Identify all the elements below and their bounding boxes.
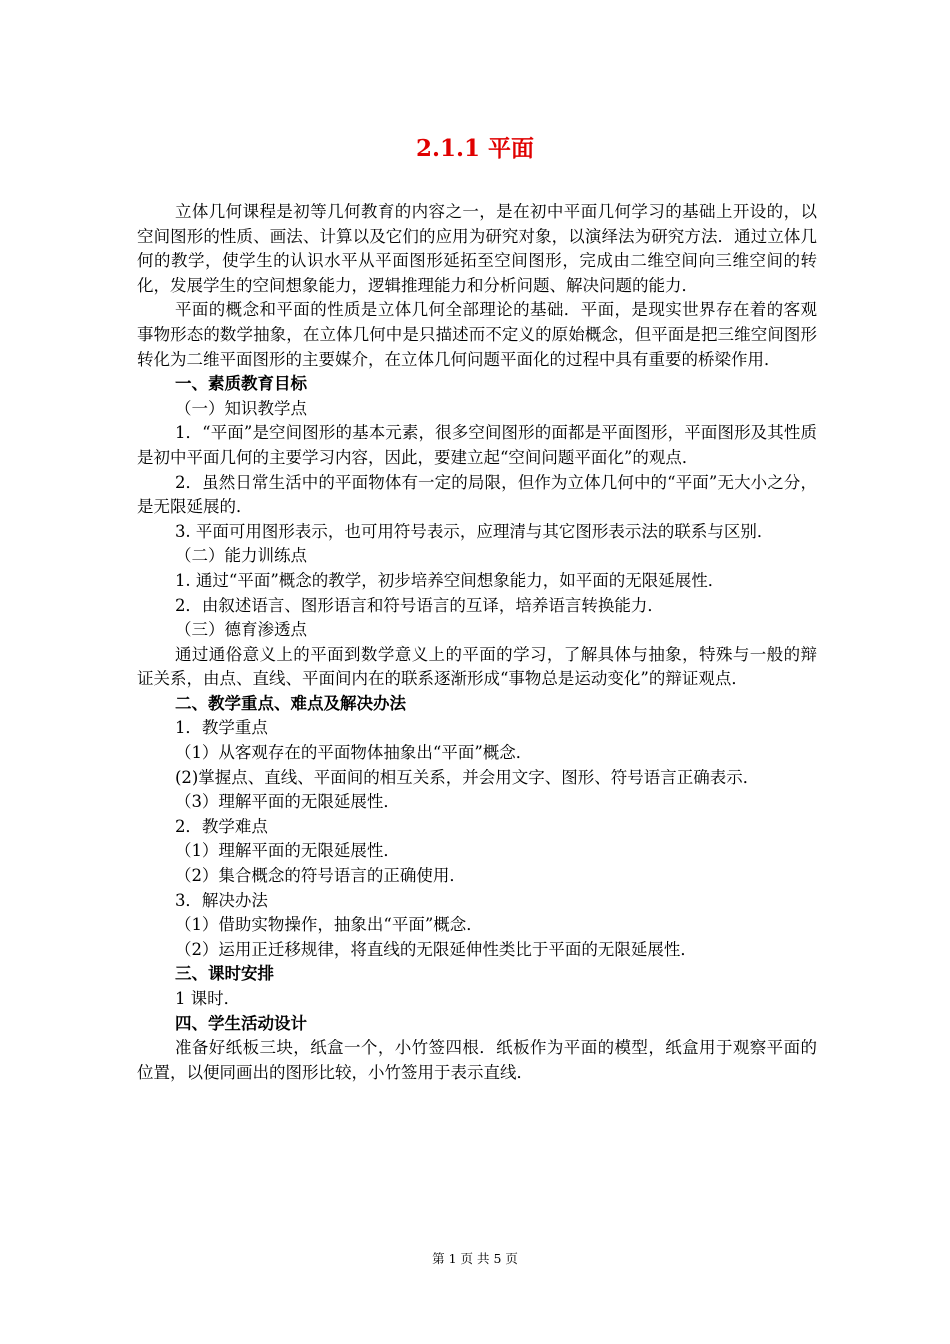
list-item: （1）理解平面的无限延展性．	[174, 841, 400, 861]
list-item: （2）集合概念的符号语言的正确使用．	[174, 866, 466, 886]
concept-paragraph: 平面的概念和平面的性质是立体几何全部理论的基础．平面，是现实世界存在着的客观事物形态的数学抽象，在立体几何中是只描述而不定义的原始概念，但平面是把三维空间图形转化为二维平面图形的主要媒介，在立体几何问题平面化的过程中具有重要的桥梁作用．	[137, 300, 817, 369]
subsection-heading: （三）德育渗透点	[174, 620, 307, 640]
section-heading: 三、课时安排	[174, 964, 274, 984]
list-item: 1. 通过“平面”概念的教学，初步培养空间想象能力，如平面的无限延展性．	[174, 570, 725, 590]
section-heading: 一、素质教育目标	[174, 374, 307, 394]
list-item: (2)掌握点、直线、平面间的相互关系，并会用文字、图形、符号语言正确表示．	[174, 767, 760, 787]
list-item: 2．由叙述语言、图形语言和符号语言的互译，培养语言转换能力．	[174, 595, 664, 615]
list-item: 2．虽然日常生活中的平面物体有一定的局限，但作为立体几何中的“平面”无大小之分，是无限延展的．	[137, 472, 817, 517]
list-item: 1．“平面”是空间图形的基本元素，很多空间图形的面都是平面图形，平面图形及其性质是初中平面几何的主要学习内容，因此，要建立起“空间问题平面化”的观点．	[137, 423, 817, 467]
section-heading: 二、教学重点、难点及解决办法	[174, 693, 406, 713]
list-item: （3）理解平面的无限延展性．	[174, 792, 400, 812]
body-paragraph: 准备好纸板三块，纸盒一个，小竹签四根．纸板作为平面的模型，纸盒用于观察平面的位置，以便同画出的图形比较，小竹签用于表示直线．	[137, 1038, 817, 1082]
list-item: 3. 平面可用图形表示，也可用符号表示，应理清与其它图形表示法的联系与区别．	[174, 521, 774, 541]
subsection-heading: （一）知识教学点	[174, 398, 307, 418]
body-paragraph: 1 课时．	[174, 989, 241, 1008]
document-body	[137, 200, 817, 1085]
list-item: （1）从客观存在的平面物体抽象出“平面”概念．	[174, 743, 533, 763]
body-paragraph: 通过通俗意义上的平面到数学意义上的平面的学习，了解具体与抽象，特殊与一般的辩证关系，由点、直线、平面间内在的联系逐渐形成“事物总是运动变化”的辩证观点．	[137, 644, 817, 689]
subsection-heading: （二）能力训练点	[174, 546, 307, 566]
intro-paragraph: 立体几何课程是初等几何教育的内容之一，是在初中平面几何学习的基础上开设的，以空间图形的性质、画法、计算以及它们的应用为研究对象，以演绎法为研究方法．通过立体几何的教学，使学生的认识水平从平面图形延拓至空间图形，完成由二维空间向三维空间的转化，发展学生的空间想象能力，逻辑推理能力和分析问题、解决问题的能力．	[137, 202, 817, 295]
document-title: 2.1.1 平面	[415, 135, 535, 162]
list-item: （1）借助实物操作，抽象出“平面”概念．	[174, 915, 483, 935]
list-item: 3．解决办法	[174, 890, 268, 910]
list-item: 2．教学难点	[174, 816, 268, 836]
list-item: 1．教学重点	[174, 718, 268, 738]
page-footer: 第 1 页 共 5 页	[432, 1251, 518, 1266]
list-item: （2）运用正迁移规律，将直线的无限延伸性类比于平面的无限延展性．	[174, 939, 697, 959]
section-heading: 四、学生活动设计	[174, 1013, 307, 1033]
